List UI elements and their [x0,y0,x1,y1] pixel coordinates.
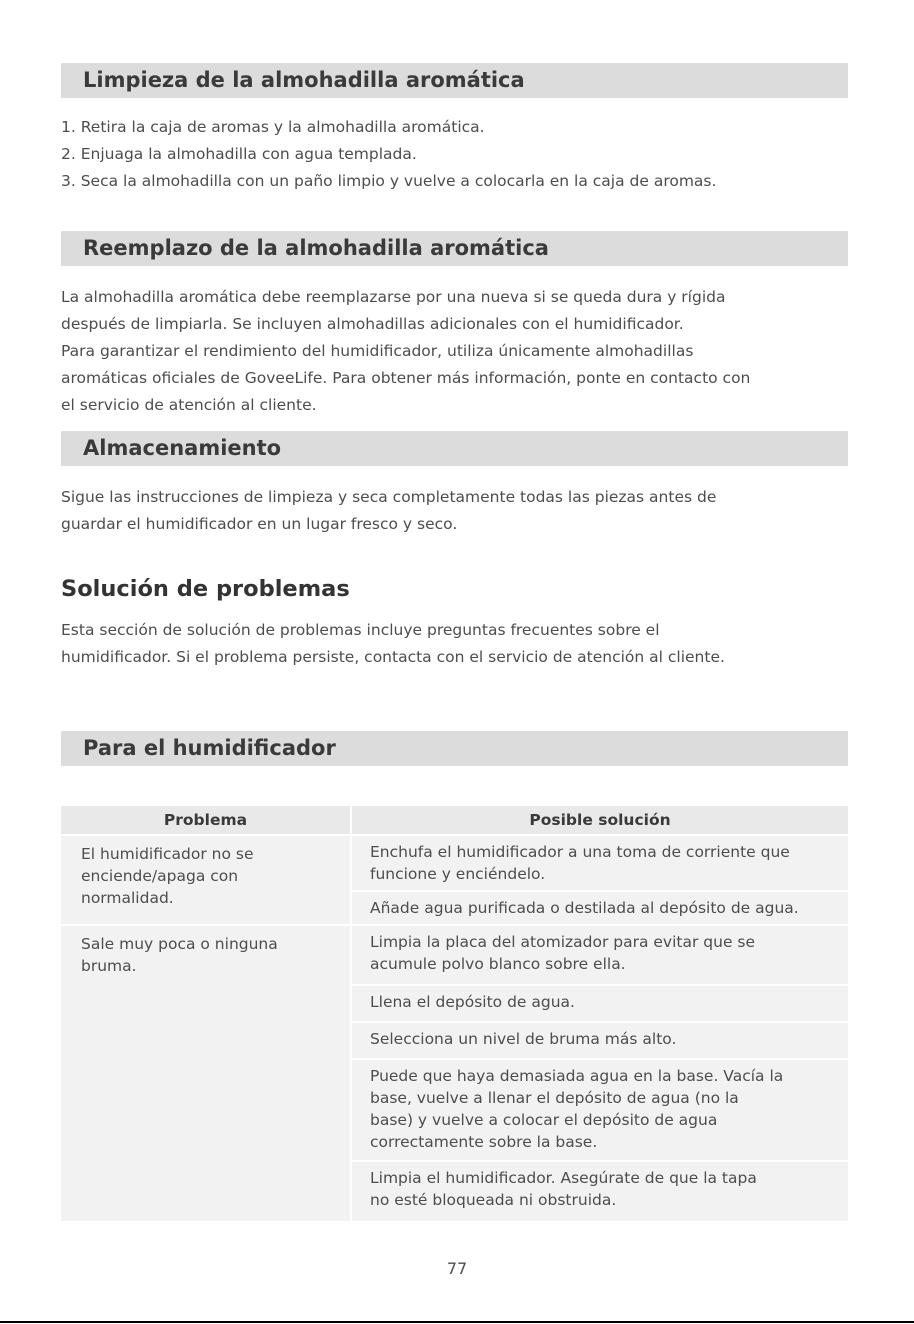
troubleshooting-table [61,806,848,1223]
problem-cell [61,836,352,926]
heading-troubleshooting: Solución de problemas [61,576,350,602]
table-header-row [61,806,848,836]
section-heading-humidifier: Para el humidificador [61,731,848,766]
section-heading-storage: Almacenamiento [61,431,848,466]
solution-line: Enchufa el humidificador a una toma de corriente que [370,843,790,861]
solution-cell [352,1162,848,1223]
paragraph-line: humidificador. Si el problema persiste, contacta con el servicio de atención al cliente. [61,648,725,666]
paragraph-line: aromáticas oficiales de GoveeLife. Para obtener más información, ponte en contacto con [61,369,751,387]
solution-line: Llena el depósito de agua. [370,993,575,1011]
solution-cell [352,892,848,926]
solution-cell [352,836,848,892]
solution-line: funcione y enciéndelo. [370,865,546,883]
paragraph-line: el servicio de atención al cliente. [61,396,317,414]
solution-cell [352,926,848,986]
solution-line: base) y vuelve a colocar el depósito de agua [370,1111,718,1129]
storage-paragraph [61,484,861,538]
solution-line: Añade agua purificada o destilada al depósito de agua. [370,899,799,917]
solution-line: Puede que haya demasiada agua en la base. Vacía la [370,1067,784,1085]
bottom-rule [0,1321,914,1323]
solution-line: base, vuelve a llenar el depósito de agua (no la [370,1089,739,1107]
paragraph-line: guardar el humidificador en un lugar fresco y seco. [61,515,458,533]
table-row [61,836,848,892]
paragraph-line: Para garantizar el rendimiento del humidificador, utiliza únicamente almohadillas [61,342,694,360]
problem-cell [61,926,352,1223]
problem-line: Sale muy poca o ninguna [81,935,278,953]
section-heading-cleaning: Limpieza de la almohadilla aromática [61,63,848,98]
section-heading-replacement: Reemplazo de la almohadilla aromática [61,231,848,266]
paragraph-line: después de limpiarla. Se incluyen almohadillas adicionales con el humidificador. [61,315,684,333]
column-header-solution: Posible solución [352,806,848,836]
problem-line: El humidificador no se [81,845,254,863]
solution-line: acumule polvo blanco sobre ella. [370,955,626,973]
cleaning-step: 3. Seca la almohadilla con un paño limpio y vuelve a colocarla en la caja de aromas. [61,172,717,190]
solution-cell [352,1060,848,1162]
solution-cell [352,986,848,1023]
cleaning-steps [61,114,861,195]
solution-cell [352,1023,848,1060]
table-row [61,926,848,986]
solution-line: Limpia el humidificador. Asegúrate de que la tapa [370,1169,757,1187]
solution-line: Selecciona un nivel de bruma más alto. [370,1030,677,1048]
paragraph-line: Esta sección de solución de problemas incluye preguntas frecuentes sobre el [61,621,660,639]
paragraph-line: Sigue las instrucciones de limpieza y seca completamente todas las piezas antes de [61,488,717,506]
problem-line: normalidad. [81,889,174,907]
troubleshooting-paragraph [61,617,861,671]
solution-line: correctamente sobre la base. [370,1133,598,1151]
problem-line: enciende/apaga con [81,867,239,885]
problem-line: bruma. [81,957,137,975]
paragraph-line: La almohadilla aromática debe reemplazarse por una nueva si se queda dura y rígida [61,288,726,306]
replacement-paragraph [61,284,861,419]
cleaning-step: 2. Enjuaga la almohadilla con agua templada. [61,145,417,163]
solution-line: no esté bloqueada ni obstruida. [370,1191,617,1209]
cleaning-step: 1. Retira la caja de aromas y la almohadilla aromática. [61,118,485,136]
column-header-problem: Problema [61,806,352,836]
page-number: 77 [446,1259,468,1278]
solution-line: Limpia la placa del atomizador para evitar que se [370,933,756,951]
